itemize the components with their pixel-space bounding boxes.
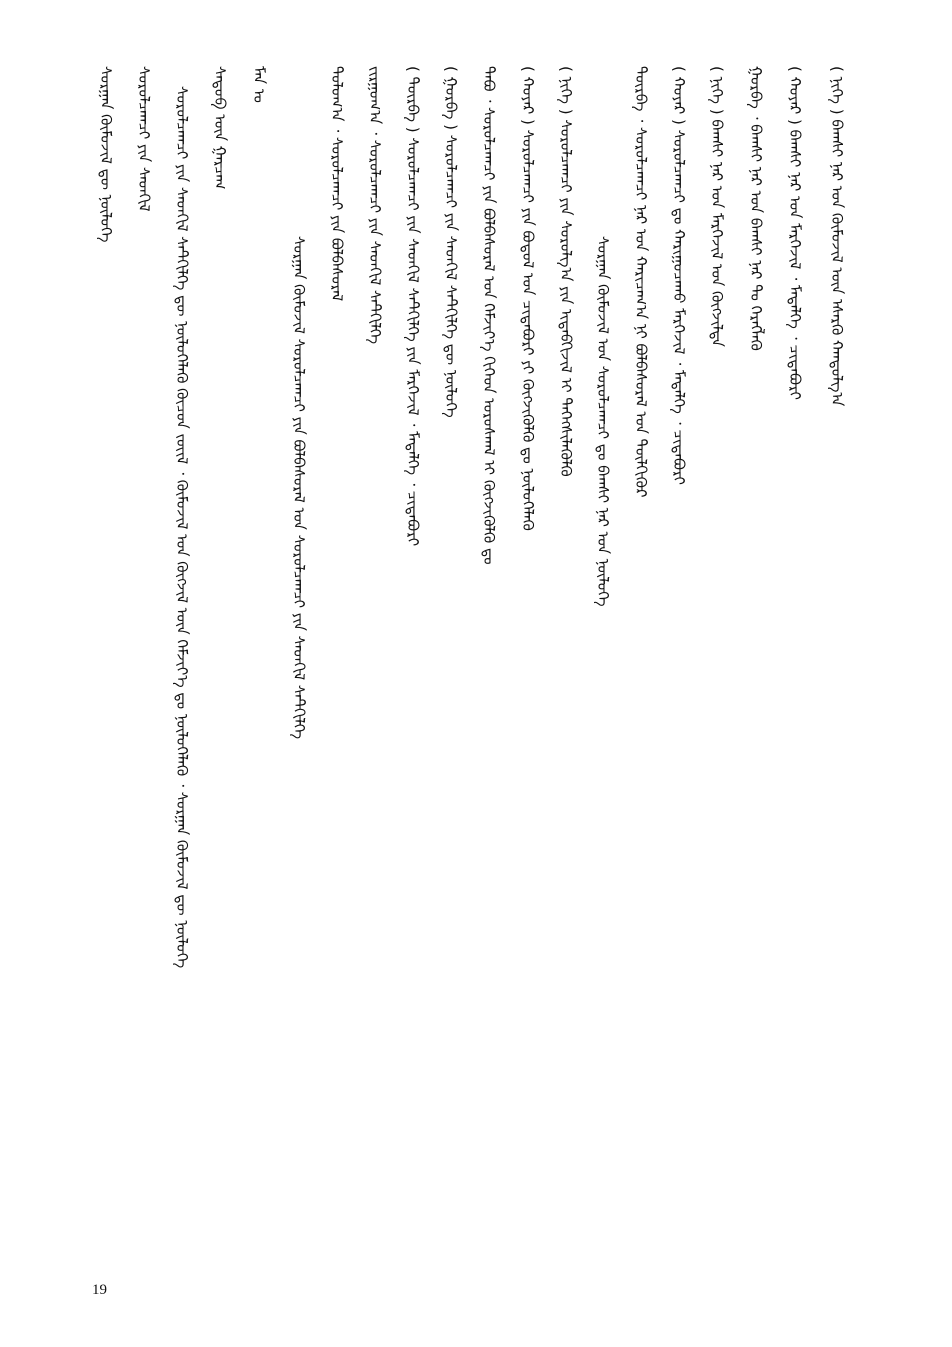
text-line-20: ᠰᠤᠷᠭᠠᠨ ᠬᠦᠮᠦᠵᠢᠯ ᠳᠦ ᠨᠥᠯᠦᠭᠡ (97, 66, 115, 243)
text-line-5: ( ᠬᠣᠶᠠᠷ ) ᠰᠤᠷᠤᠯᠴᠠᠭᠴᠢ ᠳᠤ ᠬᠠᠷᠢᠭᠤᠴᠠᠬᠤ ᠮᠡᠷᠭᠡᠵᠢᠯ ᠂ ᠮᠡᠳᠡᠯᠭᠡ ᠂ ᠴᠢᠳᠠᠪᠤᠷᠢ (670, 66, 688, 485)
text-line-6: ᠳᠥᠷᠪᠡ ᠂ ᠰᠤᠷᠤᠯᠴᠠᠭᠴᠢ ᠨᠠᠷ ᠤᠨ ᠬᠠᠷᠢᠴᠠᠭ᠎ᠠ ᠨᠢ ᠪᠣᠯᠪᠠᠰᠤᠷᠠᠯ ᠤᠨ ᠲᠦᠯᠬᠢᠭᠦᠷ (632, 66, 650, 498)
text-line-13: ᠵᠢᠷᠭᠤᠭ᠎ᠠ ᠂ ᠰᠤᠷᠤᠯᠴᠠᠭᠴᠢ ᠶᠢᠨ ᠰᠡᠳᠬᠢᠯ ᠰᠡᠲᠬᠢᠯᠭᠡ (366, 66, 384, 345)
text-line-9: ( ᠬᠣᠶᠠᠷ ) ᠰᠤᠷᠤᠯᠴᠠᠭᠴᠢ ᠶᠢᠨ ᠪᠣᠳᠣᠯ ᠤᠨ ᠴᠢᠳᠠᠪᠤᠷᠢ ᠶᠢ ᠬᠥᠭᠵᠢᠭᠦᠯᠬᠦ ᠳᠤ ᠨᠥᠯᠦᠭᠡᠯᠡᠬᠦ (519, 66, 537, 531)
text-line-2: ( ᠬᠣᠶᠠᠷ ) ᠪᠠᠭᠰᠢ ᠨᠠᠷ ᠤᠨ ᠮᠡᠷᠭᠡᠵᠢᠯ ᠂ ᠮᠡᠳᠡᠯᠭᠡ ᠂ ᠴᠢᠳᠠᠪᠤᠷᠢ (786, 66, 804, 400)
text-line-12: ( ᠳᠥᠷᠪᠡ ) ᠰᠤᠷᠤᠯᠴᠠᠭᠴᠢ ᠶᠢᠨ ᠰᠡᠳᠬᠢᠯ ᠰᠡᠲᠬᠢᠯᠭᠡ ᠶᠢᠨ ᠮᠡᠷᠭᠡᠵᠢᠯ ᠂ ᠮᠡᠳᠡᠯᠭᠡ ᠂ ᠴᠢᠳᠠᠪᠤᠷᠢ (404, 66, 422, 547)
text-line-3: ᠭᠤᠷᠪᠠ ᠂ ᠪᠠᠭᠰᠢ ᠨᠠᠷ ᠤᠨ ᠪᠠᠭᠰᠢ ᠨᠠᠷ ᠲᠤ ᠬᠡᠷᠡᠭᠯᠡᠬᠦ (747, 66, 765, 351)
text-line-11: ( ᠭᠤᠷᠪᠠ ) ᠰᠤᠷᠤᠯᠴᠠᠭᠴᠢ ᠶᠢᠨ ᠰᠡᠳᠬᠢᠯ ᠰᠡᠲᠬᠢᠯᠭᠡ ᠳᠦ ᠨᠥᠯᠦᠭᠡ (442, 66, 460, 418)
text-line-17: ᠰᠡᠳᠦᠪ ᠦᠨ ᠭᠠᠷᠴᠠᠭ (211, 66, 229, 190)
text-line-18: ᠰᠤᠷᠤᠯᠴᠠᠭᠴᠢ ᠶᠢᠨ ᠰᠡᠳᠬᠢᠯ ᠰᠡᠲᠬᠢᠯᠭᠡ ᠳᠦ ᠨᠥᠯᠦᠭᠡᠯᠡᠬᠦ ᠬᠦᠴᠦᠨ ᠵᠦᠢᠯ ᠂ ᠬᠦᠮᠦᠵᠢᠯ ᠤᠨ ᠬᠥᠭᠵᠢᠯ ᠦᠨ ᠬᠡᠮᠵᠢᠶ᠎ᠡ ᠳᠤ ᠨᠥᠯᠦᠭᠡᠯᠡᠬᠦ ᠂ ᠰᠤᠷᠭᠠᠨ ᠬᠦᠮᠦᠵᠢᠯ ᠳᠦ ᠨᠥᠯᠦᠭᠡ (173, 86, 191, 969)
text-line-1: ( ᠨᠢᠭᠡ ) ᠪᠠᠭᠰᠢ ᠨᠠᠷ ᠤᠨ ᠬᠦᠮᠦᠵᠢᠯ ᠦᠨ ᠡᠰᠡᠷᠭᠦ ᠬᠠᠨᠳᠤᠯᠭ᠎ᠠ (828, 66, 846, 407)
text-line-19: ᠰᠤᠷᠤᠯᠴᠠᠭᠴᠢ ᠶᠢᠨ ᠰᠡᠳᠬᠢᠯ (135, 66, 153, 212)
text-line-7: ᠰᠤᠷᠭᠠᠨ ᠬᠦᠮᠦᠵᠢᠯ ᠤᠨ ᠰᠤᠷᠤᠯᠴᠠᠭᠴᠢ ᠳᠤ ᠪᠠᠭᠰᠢ ᠨᠠᠷ ᠤᠨ ᠨᠦᠯᠦᠭᠡ (594, 236, 612, 607)
text-line-16: ᠮᠠᠨ ᠤ (250, 66, 268, 103)
text-line-8: ( ᠨᠢᠭᠡ ) ᠰᠤᠷᠤᠯᠴᠠᠭᠴᠢ ᠶᠢᠨ ᠰᠤᠷᠤᠯᠭ᠎ᠠ ᠶᠢᠨ ᠢᠳᠡᠪᠬᠢᠵᠢᠯ ᠢ ᠳᠡᠭᠡᠭᠰᠢᠯᠡᠭᠦᠯᠬᠦ (557, 66, 575, 477)
text-line-4: ( ᠨᠢᠭᠡ ) ᠪᠠᠭᠰᠢ ᠨᠠᠷ ᠤᠨ ᠮᠡᠷᠭᠡᠵᠢᠯ ᠤᠨ ᠬᠦᠭᠵᠢᠯᠲᠡ (708, 66, 726, 347)
text-line-14: ᠳᠣᠯᠣᠭ᠎ᠠ ᠂ ᠰᠤᠷᠤᠯᠴᠠᠭᠴᠢ ᠶᠢᠨ ᠪᠣᠯᠪᠠᠰᠤᠷᠠᠯ (328, 66, 346, 302)
page-number: 19 (92, 1282, 107, 1298)
text-line-10: ᠲᠠᠪᠤ ᠂ ᠰᠤᠷᠤᠯᠴᠠᠭᠴᠢ ᠶᠢᠨ ᠪᠣᠯᠪᠠᠰᠤᠷᠠᠯ ᠤᠨ ᠬᠡᠮᠵᠢᠶ᠎ᠡ ᠬᠢᠭᠡᠳ ᠤᠷᠤᠰᠬᠠᠯ ᠢ ᠬᠥᠭᠵᠢᠭᠦᠯᠬᠦ ᠳᠤ (480, 66, 498, 565)
text-line-15: ᠰᠤᠷᠭᠠᠨ ᠬᠦᠮᠦᠵᠢᠯ ᠰᠤᠷᠤᠯᠴᠠᠭᠴᠢ ᠶᠢᠨ ᠪᠣᠯᠪᠠᠰᠤᠷᠠᠯ ᠤᠨ ᠰᠤᠷᠤᠯᠴᠠᠭᠴᠢ ᠶᠢᠨ ᠰᠡᠳᠬᠢᠯ ᠰᠡᠲᠬᠢᠯᠭᠡ (290, 236, 308, 740)
